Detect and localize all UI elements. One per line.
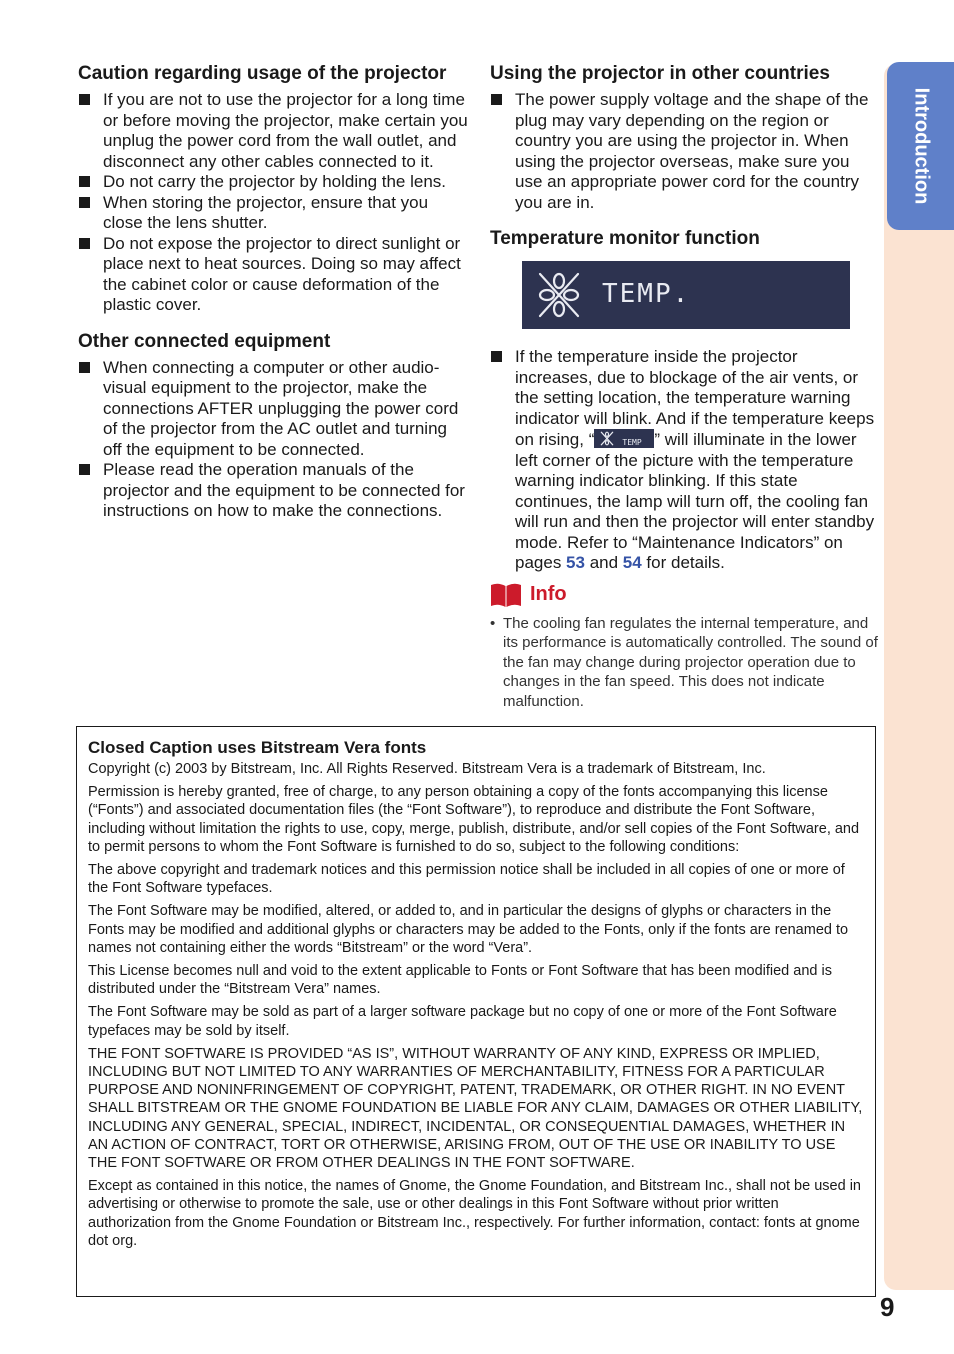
list-item: Please read the operation manuals of the projector and the equipment to be connected for instructions on how to make the connections.: [78, 460, 470, 522]
temperature-text-part2: ” will illuminate in the lower left corner of the picture with the temperature warning indicator blinking. If this state continues, the lamp will turn off, the cooling fan will run and then the projector will enter standby mode. Refer to “Maintenance Indicators” on pages: [515, 430, 875, 572]
chapter-tab-label: Introduction: [910, 87, 933, 205]
info-section: [490, 582, 878, 712]
info-text: [490, 614, 878, 712]
temperature-warning-icon: [534, 270, 584, 320]
license-box: [76, 726, 876, 1297]
page-link-53[interactable]: 53: [566, 553, 585, 572]
right-column: [490, 62, 878, 711]
list-item: When connecting a computer or other audio-visual equipment to the projector, make the connections AFTER unplugging the power cord of the projector from the AC outlet and turning off the equipment to be connected.: [78, 358, 470, 461]
temperature-text-end: for details.: [641, 553, 725, 572]
caution-heading: Caution regarding usage of the projector: [78, 63, 447, 84]
list-item: The power supply voltage and the shape of the plug may vary depending on the region or country you are using the projector in. When using the projector overseas, make sure you use an appropriate power cord for the country you are in.: [490, 90, 878, 213]
license-paragraph: Copyright (c) 2003 by Bitstream, Inc. All Rights Reserved. Bitstream Vera is a trademark of Bitstream, Inc.: [88, 761, 766, 777]
countries-list: [490, 90, 878, 213]
temperature-heading: Temperature monitor function: [490, 228, 760, 249]
list-item: Do not expose the projector to direct sunlight or place next to heat sources. Doing so may affect the cabinet color or cause deformation of the plastic cover.: [78, 234, 470, 316]
temp-display-text: TEMP.: [602, 279, 691, 309]
license-heading: Closed Caption uses Bitstream Vera fonts: [88, 738, 427, 757]
license-paragraph: The Font Software may be sold as part of a larger software package but no copy of one or more of the Font Software typefaces may be sold by itself.: [88, 1004, 837, 1039]
temp-warning-display: [522, 261, 850, 329]
sidebar-background: [884, 64, 954, 1290]
inline-temp-text: TEMP: [622, 438, 642, 447]
caution-list: [78, 90, 470, 316]
list-item: If you are not to use the projector for a long time or before moving the projector, make certain you unplug the power cord from the wall outlet, and disconnect any other cables connected to it.: [78, 90, 470, 172]
other-equipment-section: [78, 330, 470, 522]
license-paragraph: Permission is hereby granted, free of charge, to any person obtaining a copy of the fonts accompanying this license (“Fonts”) and associated documentation files (the “Font Software”), to reproduce and distribute the Font Software, including without limitation the rights to use, copy, merge, publish, distribute, and/or sell copies of the Font Software, and to permit persons to whom the Font Software is furnished to do so, subject to the following conditions:: [88, 784, 860, 855]
info-body: The cooling fan regulates the internal temperature, and its performance is automatically controlled. The sound of the fan may change during projector operation due to changes in the fan speed. This does not indicate malfunction.: [503, 614, 878, 710]
book-icon: [490, 582, 522, 608]
page-link-54[interactable]: 54: [622, 553, 642, 572]
license-paragraph: This License becomes null and void to the extent applicable to Fonts or Font Software that has been modified and is distributed under the “Bitstream Vera” names.: [88, 963, 832, 998]
license-paragraph: The Font Software may be modified, altered, or added to, and in particular the designs of glyphs or characters in the Fonts may be modified and additional glyphs or characters may be added to the Fonts, only if the fonts are renamed to names not containing either the words “Bitstream” or the word “Vera”.: [88, 903, 849, 956]
temperature-and-text: and: [584, 553, 623, 572]
list-item: When storing the projector, ensure that you close the lens shutter.: [78, 193, 470, 234]
license-paragraph: THE FONT SOFTWARE IS PROVIDED “AS IS”, WITHOUT WARRANTY OF ANY KIND, EXPRESS OR IMPLIED, INCLUDING BUT NOT LIMITED TO ANY WARRANTIES OF MERCHANTABILITY, FITNESS FOR A PARTICULAR PURPOSE AND NONINFRINGEMENT OF COPYRIGHT, PATENT, TRADEMARK, OR OTHER RIGHT. IN NO EVENT SHALL BITSTREAM OR THE GNOME FOUNDATION BE LIABLE FOR ANY CLAIM, DAMAGES OR OTHER LIABILITY, INCLUDING ANY GENERAL, SPECIAL, INDIRECT, INCIDENTAL, OR CONSEQUENTIAL DAMAGES, WHETHER IN AN ACTION OF CONTRACT, TORT OR OTHERWISE, ARISING FROM, OUT OF THE USE OR INABILITY TO USE THE FONT SOFTWARE OR FROM OTHER DEALINGS IN THE FONT SOFTWARE.: [88, 1045, 863, 1172]
other-equipment-list: [78, 358, 470, 522]
license-paragraph: Except as contained in this notice, the names of Gnome, the Gnome Foundation, and Bitstream Inc., shall not be used in advertising or otherwise to promote the sale, use or other dealings in this Font Software without prior written authorization from the Gnome Foundation or Bitstream Inc., respectively. For further information, contact: fonts at gnome dot org.: [88, 1178, 861, 1249]
temperature-section: [490, 227, 878, 574]
countries-section: [490, 62, 878, 213]
chapter-tab-introduction[interactable]: [887, 62, 954, 230]
temperature-list: [490, 347, 878, 574]
list-item: Do not carry the projector by holding the lens.: [78, 172, 470, 193]
other-equipment-heading: Other connected equipment: [78, 330, 331, 352]
info-label: Info: [530, 583, 567, 605]
page-number: 9: [880, 1292, 895, 1322]
info-header: [490, 582, 878, 608]
temperature-text-part1: If the temperature inside the projector increases, due to blockage of the air vents, or the setting location, the temperature warning indicator will blink. And if the temperature keeps on rising, “: [515, 347, 875, 449]
countries-heading: Using the projector in other countries: [490, 63, 830, 84]
caution-section: [78, 62, 470, 316]
inline-temp-indicator: [594, 429, 654, 448]
license-paragraph: The above copyright and trademark notices and this permission notice shall be included in all copies of one or more of the Font Software typefaces.: [88, 862, 845, 897]
left-column: [78, 62, 470, 536]
info-bullet: •: [490, 614, 496, 632]
temperature-warning-icon: [598, 431, 616, 446]
list-item: [490, 347, 878, 574]
